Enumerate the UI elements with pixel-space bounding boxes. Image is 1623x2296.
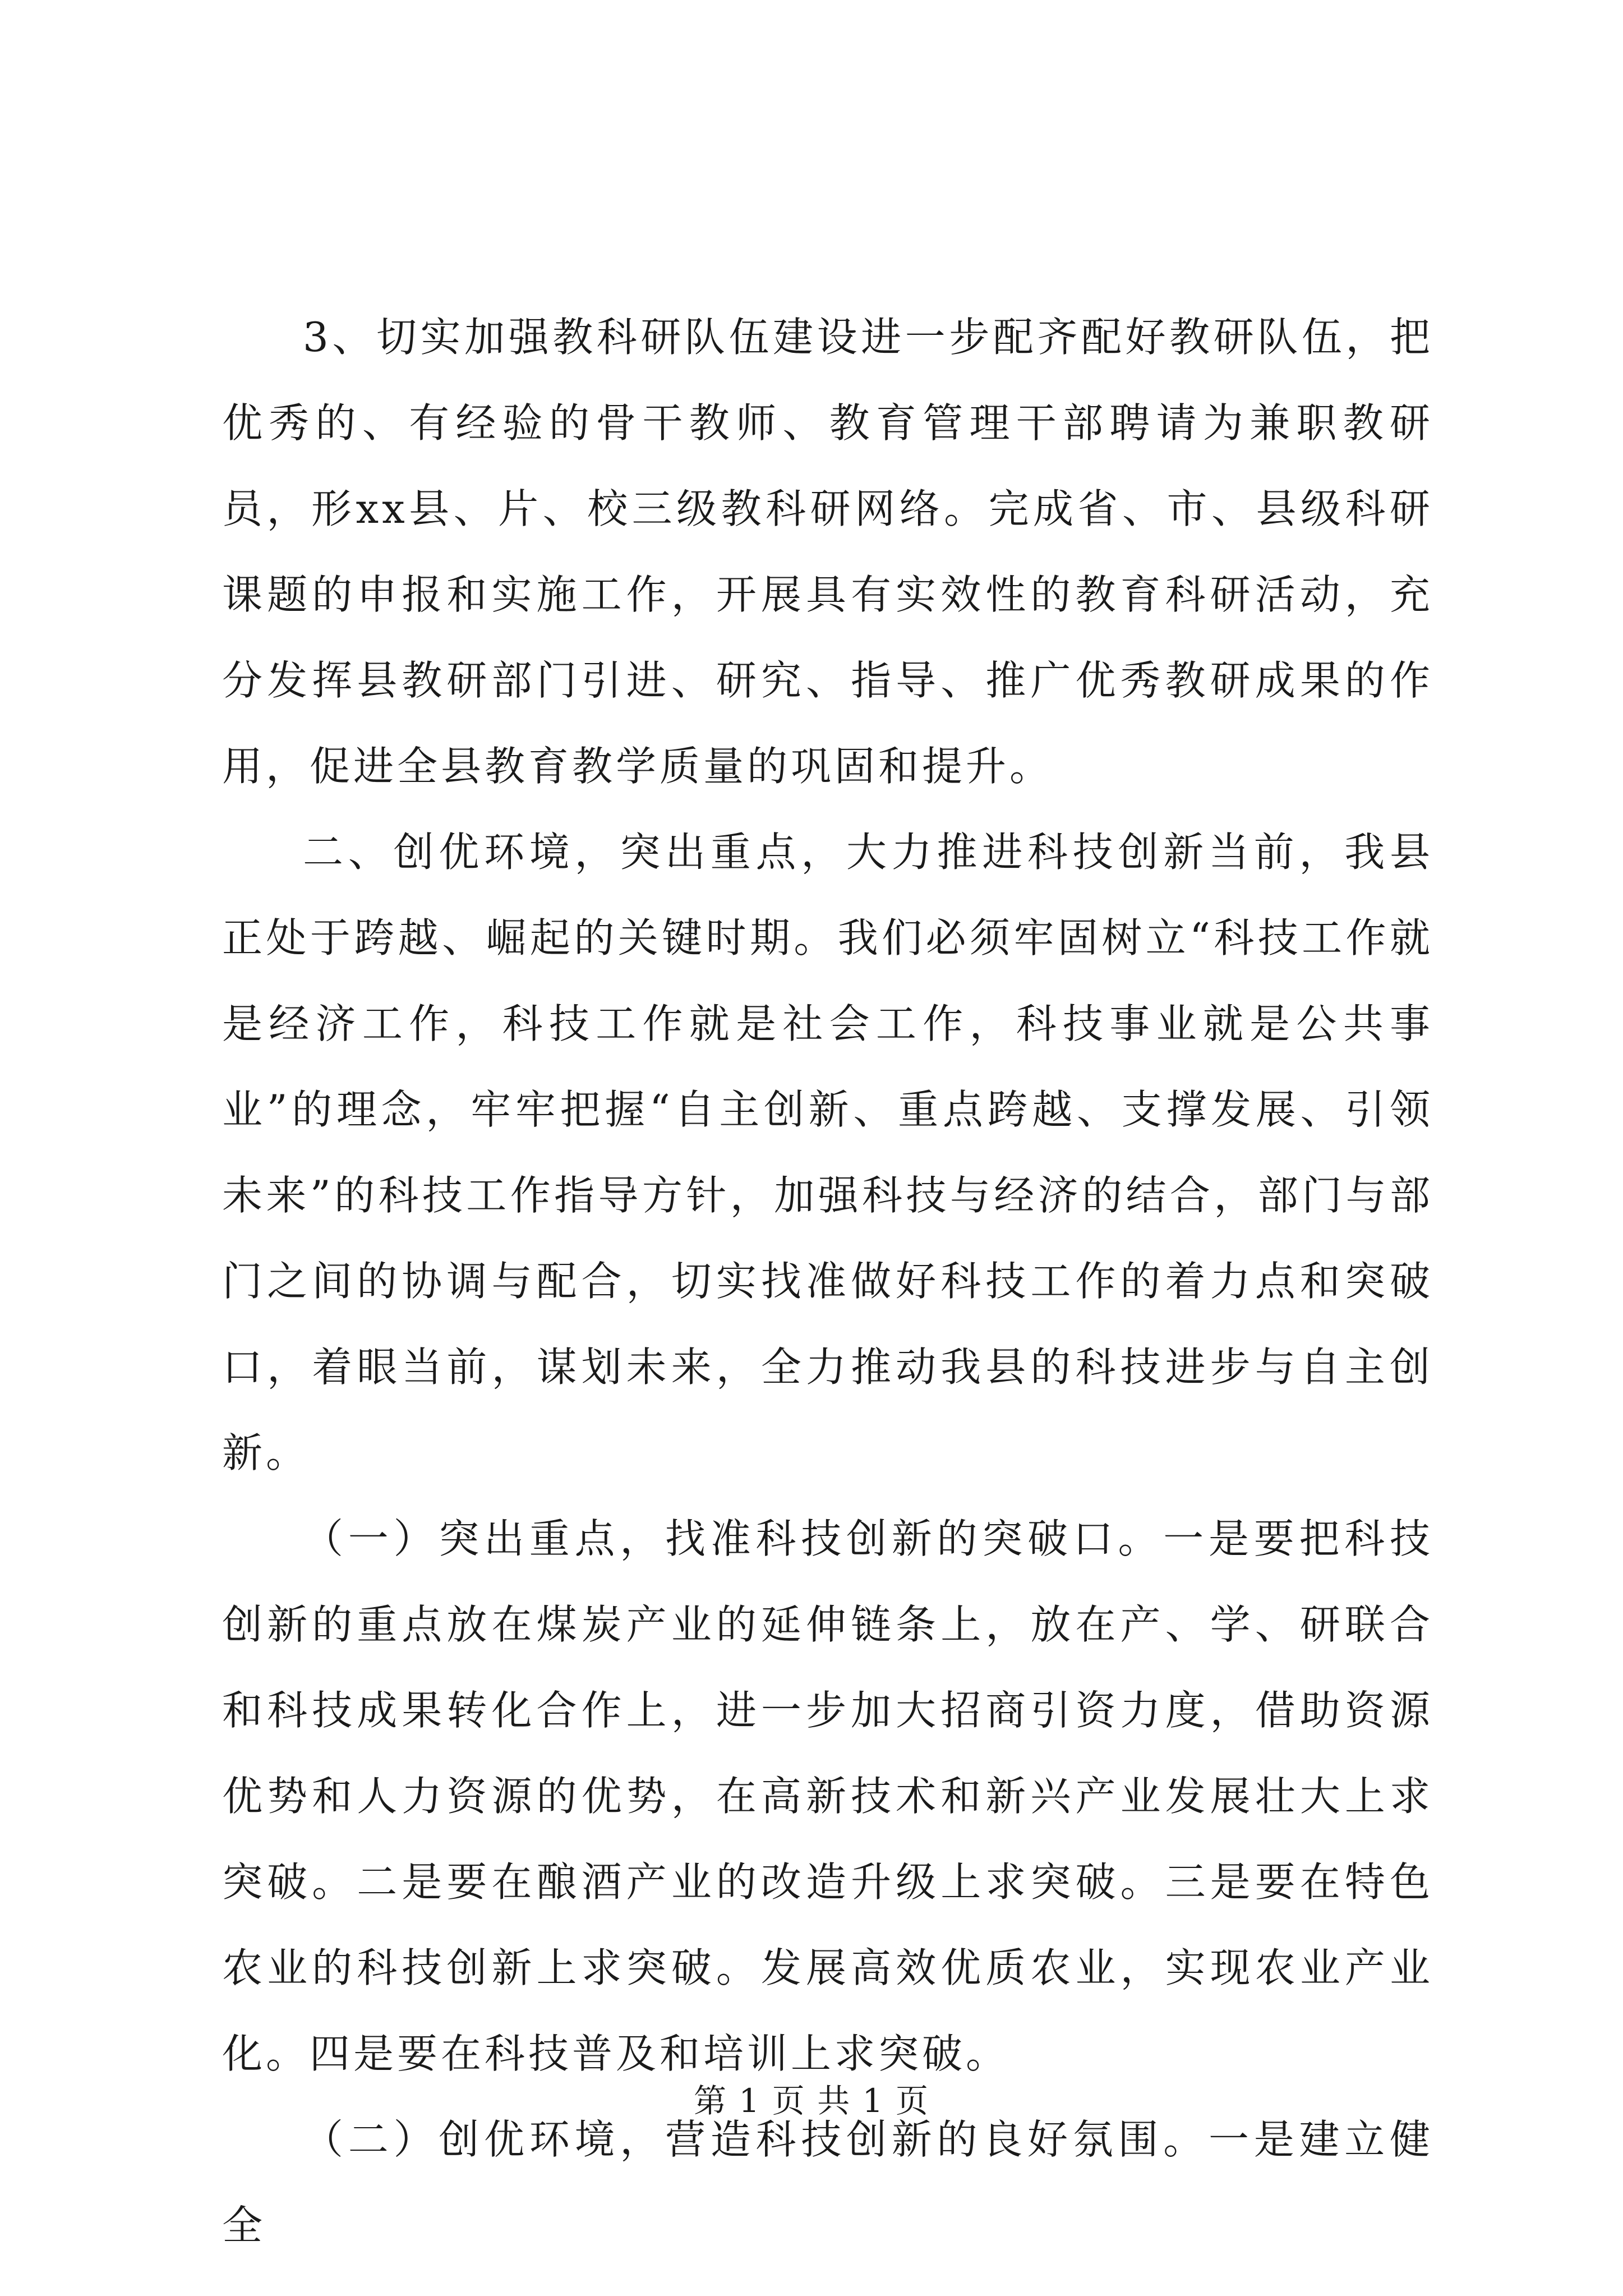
- page-number-footer: 第 1 页 共 1 页: [694, 2082, 929, 2120]
- paragraph-innovation-atmosphere: （二）创优环境，营造科技创新的良好氛围。一是建立健全: [222, 2116, 1433, 2249]
- paragraph-teaching-research-team: 3、切实加强教科研队伍建设进一步配齐配好教研队伍，把优秀的、有经验的骨干教师、教育管理干部聘请为兼职教研员，形xx县、片、校三级教科研网络。完成省、市、县级科研课题的申报和实施工作，开展具有实效性的教育科研活动，充分发挥县教研部门引进、研究、指导、推广优秀教研成果的作用，促进全县教育教学质量的巩固和提升。: [222, 314, 1433, 790]
- paragraph-innovation-breakthrough: （一）突出重点，找准科技创新的突破口。一是要把科技创新的重点放在煤炭产业的延伸链条上，放在产、学、研联合和科技成果转化合作上，进一步加大招商引资力度，借助资源优势和人力资源的优势，在高新技术和新兴产业发展壮大上求突破。二是要在酿酒产业的改造升级上求突破。三是要在特色农业的科技创新上求突破。发展高效优质农业，实现农业产业化。四是要在科技普及和培训上求突破。: [222, 1515, 1433, 2077]
- document-body: [222, 295, 1433, 2269]
- paragraph-innovation-environment: 二、创优环境，突出重点，大力推进科技创新当前，我县正处于跨越、崛起的关键时期。我们必须牢固树立“科技工作就是经济工作，科技工作就是社会工作，科技事业就是公共事业”的理念，牢牢把握“自主创新、重点跨越、支撑发展、引领未来”的科技工作指导方针，加强科技与经济的结合，部门与部门之间的协调与配合，切实找准做好科技工作的着力点和突破口，着眼当前，谋划未来，全力推动我县的科技进步与自主创新。: [222, 829, 1433, 1476]
